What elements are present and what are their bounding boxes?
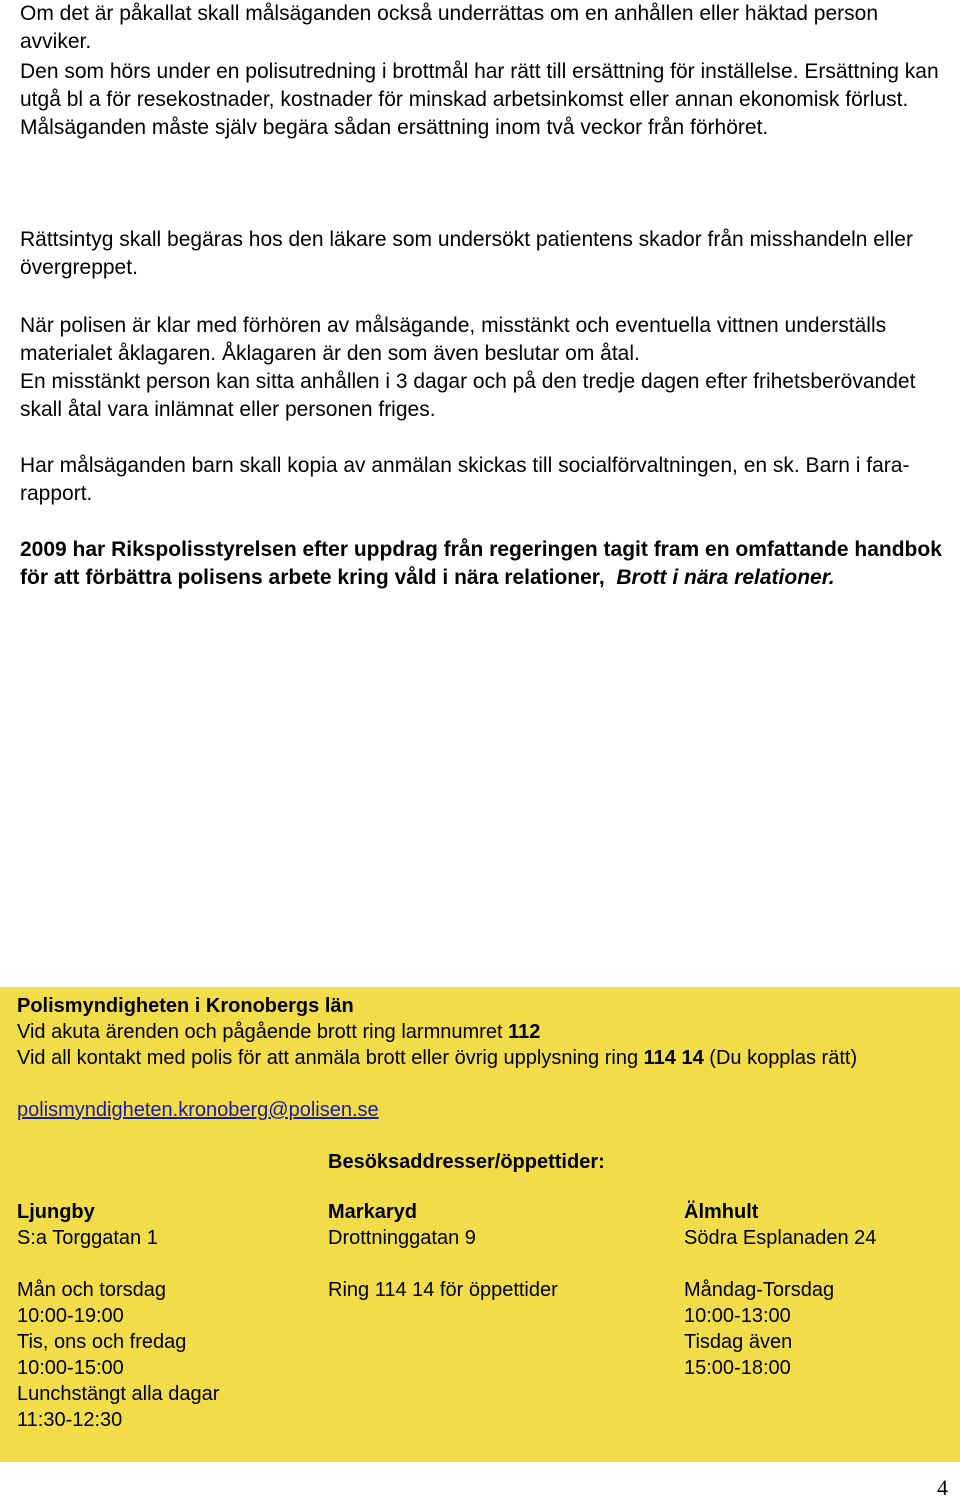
location-markaryd	[328, 1199, 668, 1303]
hours-line: Tis, ons och fredag	[17, 1331, 187, 1353]
email-link[interactable]: polismyndigheten.kronoberg@polisen.se	[17, 1099, 379, 1121]
paragraph-prosecutor: När polisen är klar med förhören av målsägande, misstänkt och eventuella vittnen underställs materialet åklagaren. Åklagaren är den som även beslutar om åtal.	[20, 314, 887, 365]
paragraph-children: Har målsäganden barn skall kopia av anmälan skickas till socialförvaltningen, en sk. Barn i fara- rapport.	[20, 454, 910, 505]
handbook-title: Brott i nära relationer.	[616, 566, 835, 589]
hours-line: Måndag-Torsdag	[684, 1279, 835, 1301]
paragraph-notification: Om det är påkallat skall målsäganden också underrättas om en anhållen eller häktad person avviker.	[20, 2, 878, 53]
location-city: Markaryd	[328, 1201, 417, 1223]
location-almhult	[684, 1199, 954, 1381]
paragraph-medical-certificate: Rättsintyg skall begäras hos den läkare som undersökt patientens skador från misshandeln eller övergreppet.	[20, 228, 913, 279]
hours-line: Mån och torsdag	[17, 1279, 166, 1301]
spacer	[684, 1251, 954, 1277]
email-line	[17, 1097, 937, 1123]
page-number: 4	[937, 1475, 948, 1500]
hours-line: Tisdag även	[684, 1331, 793, 1353]
handbook-text: 2009 har Rikspolisstyrelsen efter uppdrag från regeringen tagit fram en omfattande handbok för att förbättra polisens arbete kring våld i nära relationer,	[20, 538, 942, 589]
paragraph-detention: En misstänkt person kan sitta anhållen i 3 dagar och på den tredje dagen efter frihetsberövandet skall åtal vara inlämnat eller personen friges.	[20, 370, 916, 421]
hours-line: 15:00-18:00	[684, 1357, 791, 1379]
contact-line	[17, 1045, 937, 1071]
spacer	[328, 1251, 668, 1277]
contact-number: 114 14	[643, 1047, 704, 1069]
emergency-number: 112	[508, 1021, 541, 1043]
police-authority-title: Polismyndigheten i Kronobergs län	[17, 995, 354, 1017]
paragraph-handbook	[20, 536, 945, 592]
location-ljungby	[17, 1199, 307, 1433]
location-address: S:a Torggatan 1	[17, 1227, 158, 1249]
hours-line: 10:00-15:00	[17, 1357, 124, 1379]
contact-text: Vid all kontakt med polis för att anmäla brott eller övrig upplysning ring	[17, 1047, 639, 1069]
paragraph-compensation: Den som hörs under en polisutredning i brottmål har rätt till ersättning för inställelse. Ersättning kan utgå bl a för resekostnader, kostnader för minskad arbetsinkomst eller annan ekonomisk förlust. Målsäganden måste själv begära sådan ersättning inom två veckor från förhöret.	[20, 60, 939, 139]
hours-line: Ring 114 14 för öppettider	[328, 1279, 558, 1301]
emergency-line	[17, 1019, 937, 1045]
addresses-heading: Besöksaddresser/öppettider:	[328, 1151, 605, 1173]
hours-line: 11:30-12:30	[17, 1409, 123, 1431]
location-address: Södra Esplanaden 24	[684, 1227, 877, 1249]
location-city: Älmhult	[684, 1201, 759, 1223]
hours-line: 10:00-13:00	[684, 1305, 791, 1327]
emergency-text: Vid akuta ärenden och pågående brott ring larmnumret	[17, 1021, 503, 1043]
police-contact-box	[0, 987, 960, 1462]
spacer	[17, 1251, 307, 1277]
hours-line: 10:00-19:00	[17, 1305, 124, 1327]
hours-line: Lunchstängt alla dagar	[17, 1383, 220, 1405]
contact-suffix: (Du kopplas rätt)	[709, 1047, 858, 1069]
location-city: Ljungby	[17, 1201, 95, 1223]
location-address: Drottninggatan 9	[328, 1227, 476, 1249]
